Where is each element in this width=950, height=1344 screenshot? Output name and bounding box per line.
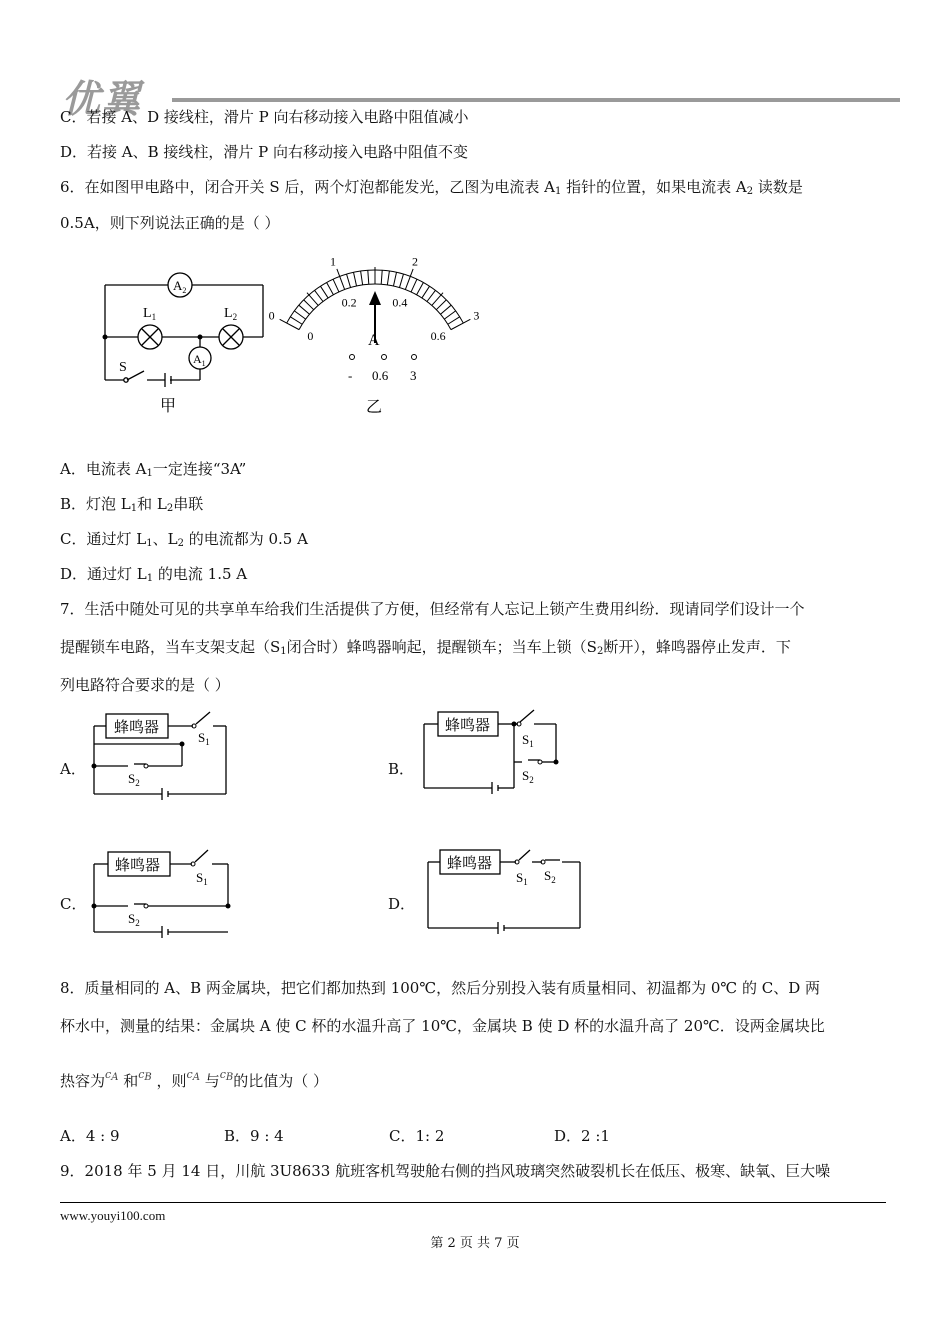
dial-tick bbox=[333, 279, 339, 292]
q6-line2: 0.5A，则下列说法正确的是（ ） bbox=[60, 214, 280, 232]
dial-tick bbox=[294, 311, 305, 319]
dial-tick bbox=[320, 286, 328, 298]
circuit-a bbox=[88, 706, 238, 802]
q7-label-b: B． bbox=[388, 760, 415, 778]
option-d-top: D．若接 A、B 接线柱，滑片 P 向右移动接入电路中阻值不变 bbox=[60, 143, 469, 161]
dial-tick bbox=[422, 286, 430, 298]
q8-option-d: D．2 :1 bbox=[554, 1127, 610, 1145]
s1-label: $S_1$ bbox=[516, 870, 528, 887]
fig-yi-label: 乙 bbox=[366, 397, 383, 416]
terminal-06: 0.6 bbox=[372, 368, 389, 383]
q8-option-c: C．1: 2 bbox=[389, 1127, 445, 1145]
a2-label: $A_2$ bbox=[173, 278, 187, 295]
q8-line3: 热容为$^{c_A}$ 和$^{c_B}$ ，则$^{c_A}$ 与$^{c_B}$的比值为（ ） bbox=[60, 1068, 329, 1090]
dial-tick bbox=[327, 282, 334, 294]
dial-tick bbox=[381, 270, 382, 284]
circuit-b bbox=[418, 706, 568, 802]
q6-option-b: B．灯泡 $L_1$和 $L_2$串联 bbox=[60, 495, 204, 514]
dial-tick bbox=[399, 274, 403, 287]
s1-label: $S_1$ bbox=[196, 870, 208, 887]
scale-bottom-3: 0.6 bbox=[430, 329, 446, 344]
q7-label-c: C． bbox=[60, 895, 87, 913]
q7-label-d: D． bbox=[388, 895, 416, 913]
s1-label: $S_1$ bbox=[522, 732, 534, 749]
q7-line2: 提醒锁车电路，当车支架支起（$S_1$闭合时）蜂鸣器响起，提醒锁车；当车上锁（$S_2$断开），蜂鸣器停止发声．下 bbox=[60, 638, 791, 657]
scale-top-1: 1 bbox=[330, 254, 337, 269]
s2-label: $S_2$ bbox=[128, 911, 140, 928]
dial-tick bbox=[417, 282, 424, 294]
dial-tick bbox=[448, 317, 460, 324]
circuit-jia bbox=[95, 265, 275, 415]
buzzer-label: 蜂鸣器 bbox=[114, 718, 160, 736]
header-rule bbox=[172, 98, 900, 102]
logo: 优翼 bbox=[62, 77, 143, 121]
c-b-symbol: cB bbox=[138, 1068, 152, 1083]
q7-label-a: A． bbox=[60, 760, 86, 778]
buzzer-label: 蜂鸣器 bbox=[445, 716, 491, 734]
meter-letter: A bbox=[368, 332, 380, 349]
dial-tick bbox=[436, 300, 446, 310]
circuit-d bbox=[420, 844, 590, 940]
l1-label: $L_1$ bbox=[143, 306, 157, 322]
terminal-3: 3 bbox=[410, 368, 417, 383]
s1-label: $S_1$ bbox=[198, 730, 210, 747]
s2-label: $S_2$ bbox=[522, 768, 534, 785]
q6-option-a: A．电流表 $A_1$一定连接“3A” bbox=[60, 460, 247, 479]
q9-line1: 9．2018 年 5 月 14 日，川航 3U8633 航班客机驾驶舱右侧的挡风玻璃突然破裂机长在低压、极寒、缺氧、巨大噪 bbox=[60, 1162, 831, 1180]
q6-option-c: C．通过灯 $L_1$、$L_2$ 的电流都为 0.5 A bbox=[60, 530, 308, 549]
dial-tick bbox=[304, 300, 314, 310]
dial-tick bbox=[315, 290, 323, 301]
q7-line1: 7．生活中随处可见的共享单车给我们生活提供了方便，但经常有人忘记上锁产生费用纠纷．现请同学们设计一个 bbox=[60, 600, 805, 618]
footer-rule bbox=[60, 1202, 886, 1203]
dial-tick bbox=[405, 269, 413, 290]
l2-label: $L_2$ bbox=[224, 306, 238, 322]
fig-jia-label: 甲 bbox=[160, 396, 177, 415]
dial-tick bbox=[427, 290, 435, 301]
scale-top-0: 0 bbox=[268, 308, 275, 323]
scale-top-2: 2 bbox=[411, 254, 418, 269]
dial-tick bbox=[387, 271, 389, 285]
dial-tick bbox=[411, 279, 417, 292]
dial-tick bbox=[337, 269, 345, 290]
option-c-top: C．若接 A、D 接线柱，滑片 P 向右移动接入电路中阻值减小 bbox=[60, 108, 469, 126]
q8-line2: 杯水中，测量的结果：金属块 A 使 C 杯的水温升高了 10℃，金属块 B 使 D 杯的水温升高了 20℃．设两金属块比 bbox=[60, 1017, 825, 1035]
dial-tick bbox=[393, 272, 396, 286]
dial-tick bbox=[290, 317, 302, 324]
s-label: S bbox=[119, 360, 127, 375]
dial-tick bbox=[361, 271, 363, 285]
scale-top-3: 3 bbox=[473, 308, 480, 323]
c-a-symbol: cA bbox=[105, 1068, 119, 1083]
s2-label: $S_2$ bbox=[128, 771, 140, 788]
q8-option-b: B．9 : 4 bbox=[224, 1127, 284, 1145]
dial-tick bbox=[444, 311, 455, 319]
dial-tick bbox=[368, 270, 369, 284]
dial-tick bbox=[440, 305, 451, 314]
a1-label: $A_1$ bbox=[193, 352, 206, 368]
q6-line1: 6．在如图甲电路中，闭合开关 S 后，两个灯泡都能发光，乙图为电流表 $A_1$ 指针的位置，如果电流表 $A_2$ 读数是 bbox=[60, 178, 803, 197]
footer-page-number: 第 2 页 共 7 页 bbox=[430, 1236, 520, 1251]
buzzer-label: 蜂鸣器 bbox=[115, 856, 161, 874]
s2-label: $S_2$ bbox=[544, 868, 556, 885]
q6-option-d: D．通过灯 $L_1$ 的电流 1.5 A bbox=[60, 565, 248, 584]
dial-tick bbox=[354, 272, 357, 286]
terminal-minus: - bbox=[348, 368, 353, 383]
footer-url: www.youyi100.com bbox=[60, 1208, 166, 1223]
dial-tick bbox=[347, 274, 351, 287]
dial-tick bbox=[299, 305, 310, 314]
q8-option-a: A．4 : 9 bbox=[60, 1127, 120, 1145]
circuit-c bbox=[88, 844, 238, 944]
scale-bottom-2: 0.4 bbox=[392, 295, 408, 310]
buzzer-label: 蜂鸣器 bbox=[447, 854, 493, 872]
scale-bottom-0: 0 bbox=[307, 329, 314, 344]
scale-bottom-1: 0.2 bbox=[341, 295, 357, 310]
q7-line3: 列电路符合要求的是（ ） bbox=[60, 676, 230, 694]
ammeter-dial-yi bbox=[268, 245, 483, 420]
q8-line1: 8．质量相同的 A、B 两金属块，把它们都加热到 100℃，然后分别投入装有质量相同、初温都为 0℃ 的 C、D 两 bbox=[60, 979, 821, 997]
